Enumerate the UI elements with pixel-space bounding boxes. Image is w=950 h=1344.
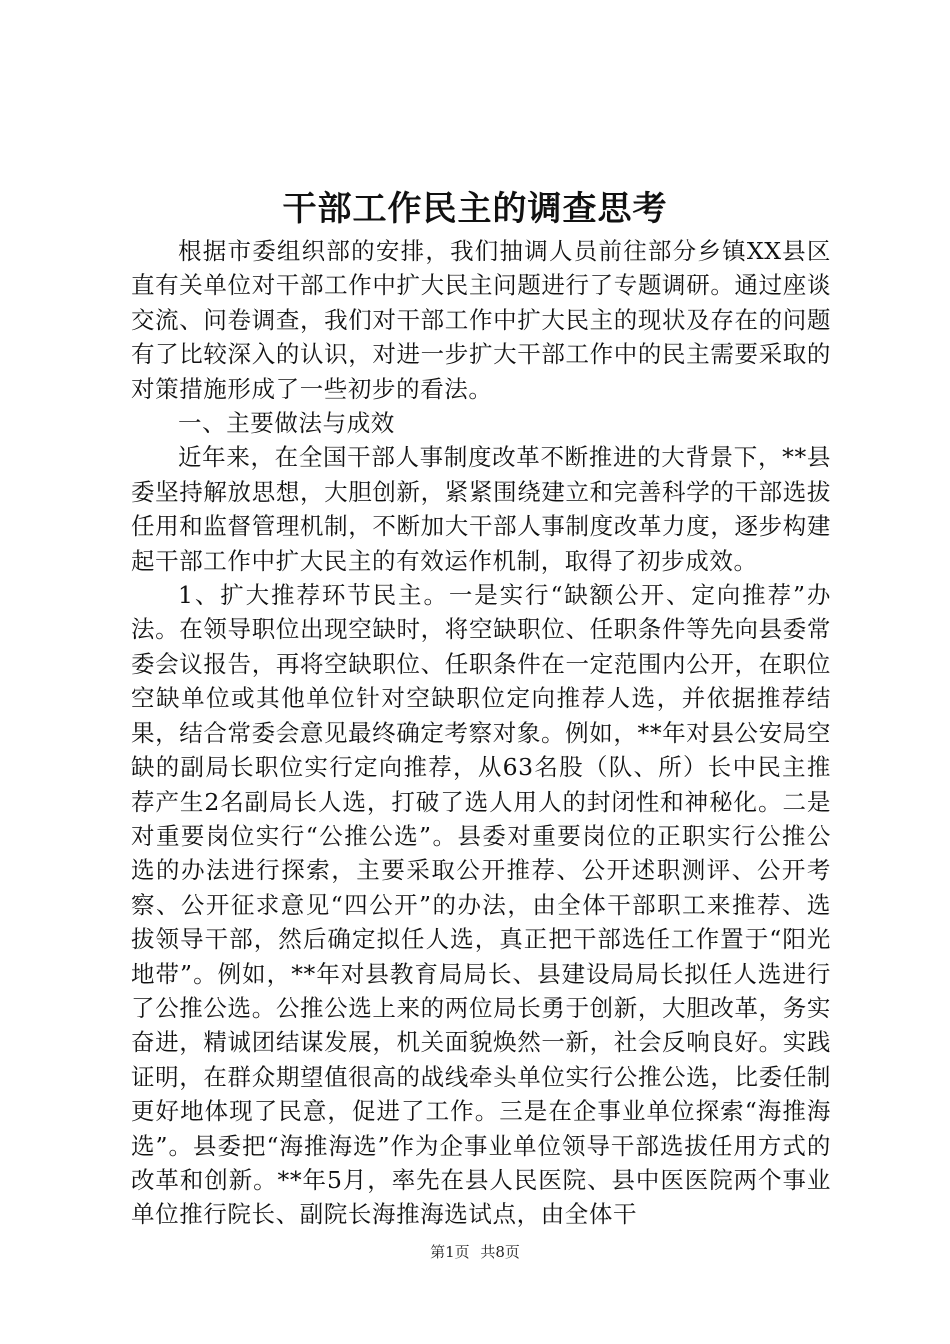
overview-paragraph: 近年来，在全国干部人事制度改革不断推进的大背景下，**县委坚持解放思想，大胆创新，紧紧围绕建立和完善科学的干部选拔任用和监督管理机制，不断加大干部人事制度改革力度，逐步构建起干部工作中扩大民主的有效运作机制，取得了初步成效。 (131, 443, 831, 575)
page-total: 共8页 (480, 1243, 520, 1261)
document-body (131, 234, 831, 1232)
document-title: 干部工作民主的调查思考 (282, 189, 668, 229)
recommendation-paragraph: 1、扩大推荐环节民主。一是实行“缺额公开、定向推荐”办法。在领导职位出现空缺时，将空缺职位、任职条件等先向县委常委会议报告，再将空缺职位、任职条件在一定范围内公开，在职位空缺单位或其他单位针对空缺职位定向推荐人选，并依据推荐结果，结合常委会意见最终确定考察对象。例如，**年对县公安局空缺的副局长职位实行定向推荐，从63名股（队、所）长中民主推荐产生2名副局长人选，打破了选人用人的封闭性和神秘化。二是对重要岗位实行“公推公选”。县委对重要岗位的正职实行公推公选的办法进行探索，主要采取公开推荐、公开述职测评、公开考察、公开征求意见“四公开”的办法，由全体干部职工来推荐、选拔领导干部，然后确定拟任人选，真正把干部选任工作置于“阳光地带”。例如，**年对县教育局局长、县建设局局长拟任人选进行了公推公选。公推公选上来的两位局长勇于创新，大胆改革，务实奋进，精诚团结谋发展，机关面貌焕然一新，社会反响良好。实践证明，在群众期望值很高的战线牵头单位实行公推公选，比委任制更好地体现了民意，促进了工作。三是在企事业单位探索“海推海选”。县委把“海推海选”作为企事业单位领导干部选拔任用方式的改革和创新。**年5月，率先在县人民医院、县中医医院两个事业单位推行院长、副院长海推海选试点，由全体干 (131, 581, 831, 1229)
section-heading: 一、主要做法与成效 (178, 409, 395, 438)
intro-paragraph: 根据市委组织部的安排，我们抽调人员前往部分乡镇XX县区直有关单位对干部工作中扩大民主问题进行了专题调研。通过座谈交流、问卷调查，我们对干部工作中扩大民主的现状及存在的问题有了比较深入的认识，对进一步扩大干部工作中的民主需要采取的对策措施形成了一些初步的看法。 (131, 237, 831, 403)
page-number: 第1页 (430, 1243, 470, 1261)
page-footer (0, 1240, 950, 1264)
